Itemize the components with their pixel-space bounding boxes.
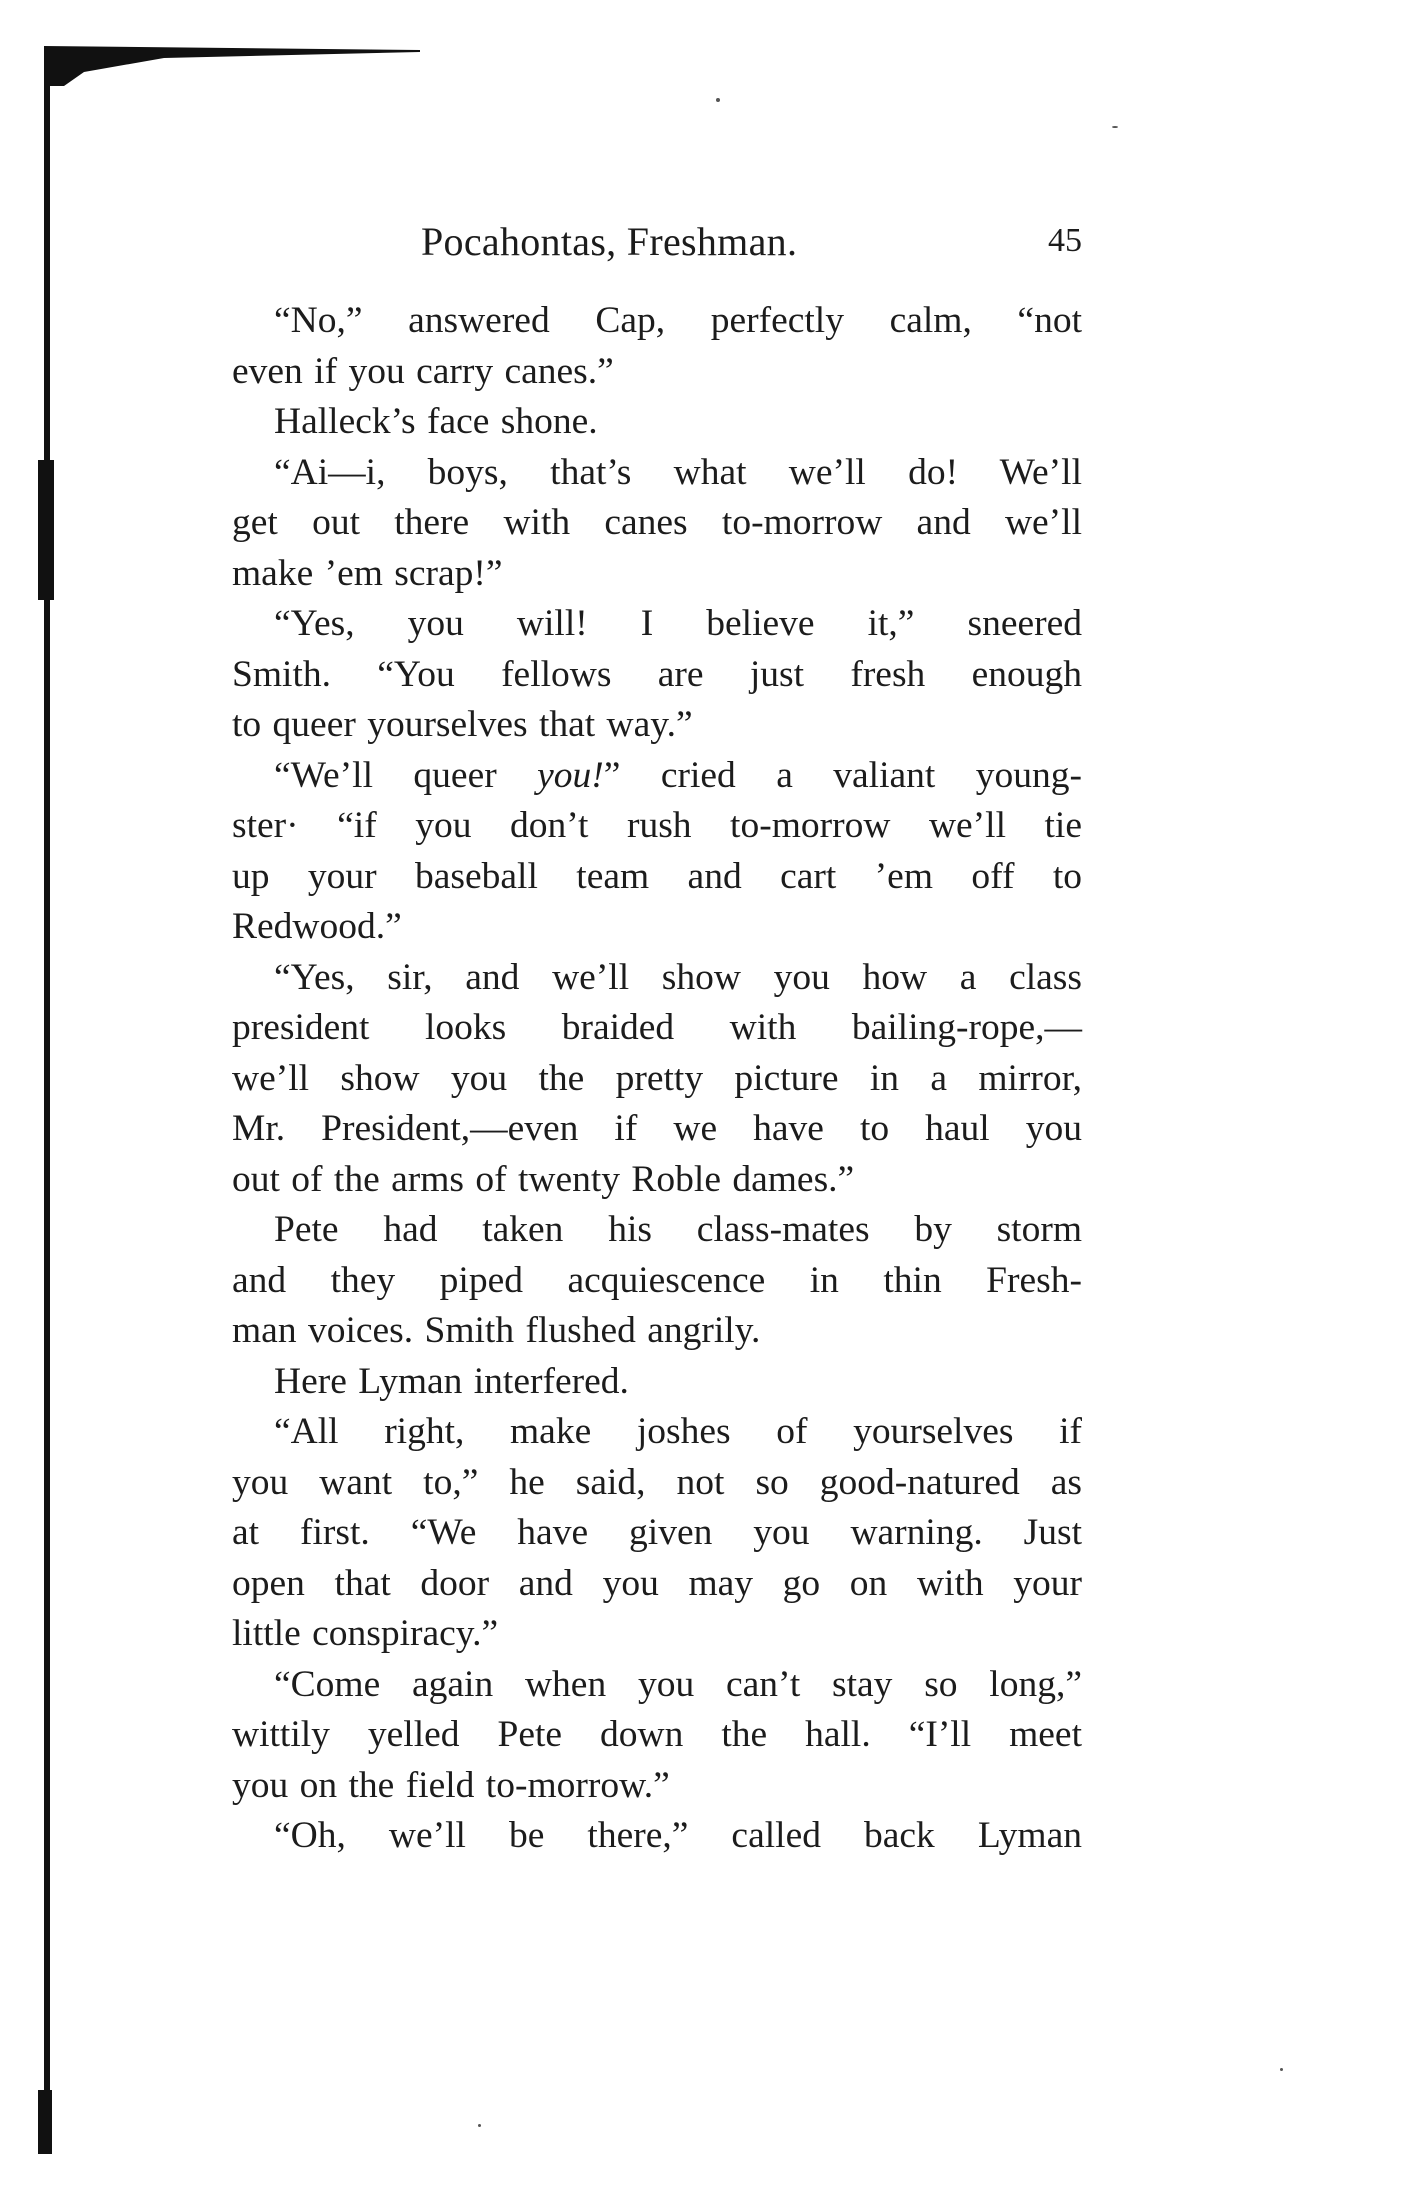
text-line: “No,” answered Cap, perfectly calm, “not bbox=[274, 300, 1082, 341]
text-line: president looks braided with bailing-rope,— bbox=[232, 1007, 1082, 1048]
text-line: make ’em scrap!” bbox=[232, 552, 503, 594]
text-line: “Yes, sir, and we’ll show you how a class bbox=[274, 956, 1082, 998]
text-line: to queer yourselves that way.” bbox=[232, 704, 693, 745]
text-line: Pete had taken his class-mates by storm bbox=[274, 1209, 1082, 1250]
paper-speck bbox=[1280, 2068, 1283, 2071]
text-line: Mr. President,—even if we have to haul you bbox=[232, 1108, 1082, 1149]
text-line: Halleck’s face shone. bbox=[274, 401, 598, 442]
binding-shadow bbox=[38, 460, 54, 600]
text-line: “Oh, we’ll be there,” called back Lyman bbox=[274, 1815, 1082, 1856]
page-title: Pocahontas, Freshman. bbox=[421, 219, 798, 264]
text-line: Here Lyman interfered. bbox=[274, 1360, 629, 1402]
binding-flag-mark bbox=[44, 46, 420, 86]
text-line: “Ai—i, boys, that’s what we’ll do! We’ll bbox=[274, 451, 1082, 493]
text-line: man voices. Smith flushed angrily. bbox=[232, 1310, 761, 1351]
text-line: up your baseball team and cart ’em off to bbox=[232, 855, 1082, 897]
text-line: wittily yelled Pete down the hall. “I’ll meet bbox=[232, 1714, 1082, 1755]
text-line: little conspiracy.” bbox=[232, 1613, 499, 1654]
text-line: open that door and you may go on with your bbox=[232, 1562, 1082, 1604]
binding-shadow-bottom bbox=[38, 2090, 52, 2154]
paper-speck bbox=[478, 2124, 481, 2127]
text-line: ster· “if you don’t rush to-morrow we’ll tie bbox=[232, 805, 1082, 846]
text-line: “We’ll queer you!” cried a valiant young- bbox=[274, 754, 1082, 796]
text-line: “Come again when you can’t stay so long,” bbox=[274, 1663, 1082, 1705]
text-line: out of the arms of twenty Roble dames.” bbox=[232, 1158, 855, 1200]
text-line: Redwood.” bbox=[232, 906, 402, 947]
emphasis: you! bbox=[537, 754, 604, 796]
text-line: even if you carry canes.” bbox=[232, 350, 614, 392]
text-line: Smith. “You fellows are just fresh enough bbox=[232, 653, 1082, 695]
paper-speck bbox=[1112, 126, 1118, 128]
text-line: you on the field to-morrow.” bbox=[232, 1764, 670, 1806]
page-number: 45 bbox=[1048, 222, 1082, 259]
text-line: “Yes, you will! I believe it,” sneered bbox=[274, 603, 1082, 644]
text-line: and they piped acquiescence in thin Fresh- bbox=[232, 1259, 1082, 1301]
binding-edge bbox=[44, 48, 50, 2150]
text-line: you want to,” he said, not so good-natured as bbox=[232, 1461, 1082, 1503]
body-text bbox=[232, 296, 1082, 1862]
text-line: get out there with canes to-morrow and we’ll bbox=[232, 502, 1082, 543]
text-line: we’ll show you the pretty picture in a mirror, bbox=[232, 1057, 1082, 1099]
text-line: at first. “We have given you warning. Just bbox=[232, 1512, 1082, 1553]
running-head bbox=[232, 218, 1082, 268]
paper-speck bbox=[716, 98, 720, 102]
text-line: “All right, make joshes of yourselves if bbox=[274, 1411, 1082, 1452]
